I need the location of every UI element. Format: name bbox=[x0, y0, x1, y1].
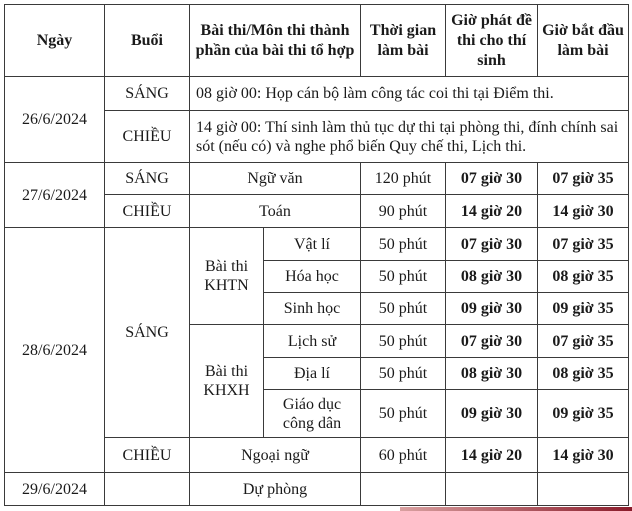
session-cell: CHIỀU bbox=[105, 111, 190, 163]
header-duration: Thời gian làm bài bbox=[361, 5, 446, 77]
group-cell-khtn: Bài thi KHTN bbox=[190, 228, 264, 325]
start-time-cell: 14 giờ 30 bbox=[538, 195, 629, 228]
session-cell: SÁNG bbox=[105, 163, 190, 195]
date-cell: 28/6/2024 bbox=[5, 228, 105, 473]
duration-cell: 50 phút bbox=[361, 261, 446, 293]
session-cell: SÁNG bbox=[105, 77, 190, 111]
subject-cell: Dự phòng bbox=[190, 473, 361, 506]
paper-time-cell: 07 giờ 30 bbox=[446, 325, 538, 358]
paper-time-cell: 14 giờ 20 bbox=[446, 195, 538, 228]
duration-cell: 50 phút bbox=[361, 228, 446, 261]
session-cell: CHIỀU bbox=[105, 438, 190, 473]
header-subject: Bài thi/Môn thi thành phần của bài thi tổ hợp bbox=[190, 5, 361, 77]
start-time-cell: 07 giờ 35 bbox=[538, 163, 629, 195]
start-time-cell: 09 giờ 35 bbox=[538, 390, 629, 438]
duration-cell: 60 phút bbox=[361, 438, 446, 473]
duration-cell: 90 phút bbox=[361, 195, 446, 228]
header-date: Ngày bbox=[5, 5, 105, 77]
header-paper-time: Giờ phát đề thi cho thí sinh bbox=[446, 5, 538, 77]
paper-time-cell bbox=[446, 473, 538, 506]
paper-time-cell: 07 giờ 30 bbox=[446, 228, 538, 261]
table-row bbox=[5, 228, 629, 261]
subject-cell: Toán bbox=[190, 195, 361, 228]
subject-cell: Lịch sử bbox=[264, 325, 361, 358]
paper-time-cell: 09 giờ 30 bbox=[446, 390, 538, 438]
group-cell-khxh: Bài thi KHXH bbox=[190, 325, 264, 438]
session-cell: CHIỀU bbox=[105, 195, 190, 228]
start-time-cell: 08 giờ 35 bbox=[538, 261, 629, 293]
date-cell: 27/6/2024 bbox=[5, 163, 105, 228]
date-cell: 29/6/2024 bbox=[5, 473, 105, 506]
header-start-time: Giờ bắt đầu làm bài bbox=[538, 5, 629, 77]
session-cell: SÁNG bbox=[105, 228, 190, 438]
paper-time-cell: 09 giờ 30 bbox=[446, 293, 538, 325]
table-row bbox=[5, 473, 629, 506]
duration-cell: 50 phút bbox=[361, 390, 446, 438]
session-cell bbox=[105, 473, 190, 506]
start-time-cell bbox=[538, 473, 629, 506]
subject-cell: Hóa học bbox=[264, 261, 361, 293]
subject-cell: Sinh học bbox=[264, 293, 361, 325]
subject-cell: Địa lí bbox=[264, 358, 361, 390]
start-time-cell: 09 giờ 35 bbox=[538, 293, 629, 325]
duration-cell: 50 phút bbox=[361, 358, 446, 390]
duration-cell: 120 phút bbox=[361, 163, 446, 195]
paper-time-cell: 08 giờ 30 bbox=[446, 261, 538, 293]
header-row bbox=[5, 5, 629, 77]
exam-schedule-table bbox=[4, 4, 629, 506]
start-time-cell: 07 giờ 35 bbox=[538, 228, 629, 261]
paper-time-cell: 14 giờ 20 bbox=[446, 438, 538, 473]
decorative-bottom-bar bbox=[400, 507, 632, 511]
header-session: Buổi bbox=[105, 5, 190, 77]
start-time-cell: 08 giờ 35 bbox=[538, 358, 629, 390]
note-cell: 14 giờ 00: Thí sinh làm thủ tục dự thi tại phòng thi, đính chính sai sót (nếu có) và nghe phổ biến Quy chế thi, Lịch thi. bbox=[190, 111, 629, 163]
start-time-cell: 07 giờ 35 bbox=[538, 325, 629, 358]
duration-cell bbox=[361, 473, 446, 506]
subject-cell: Giáo dục công dân bbox=[264, 390, 361, 438]
date-cell: 26/6/2024 bbox=[5, 77, 105, 163]
table-row bbox=[5, 77, 629, 111]
note-cell: 08 giờ 00: Họp cán bộ làm công tác coi thi tại Điểm thi. bbox=[190, 77, 629, 111]
paper-time-cell: 08 giờ 30 bbox=[446, 358, 538, 390]
subject-cell: Ngoại ngữ bbox=[190, 438, 361, 473]
table-row bbox=[5, 163, 629, 195]
start-time-cell: 14 giờ 30 bbox=[538, 438, 629, 473]
duration-cell: 50 phút bbox=[361, 325, 446, 358]
subject-cell: Ngữ văn bbox=[190, 163, 361, 195]
duration-cell: 50 phút bbox=[361, 293, 446, 325]
subject-cell: Vật lí bbox=[264, 228, 361, 261]
paper-time-cell: 07 giờ 30 bbox=[446, 163, 538, 195]
